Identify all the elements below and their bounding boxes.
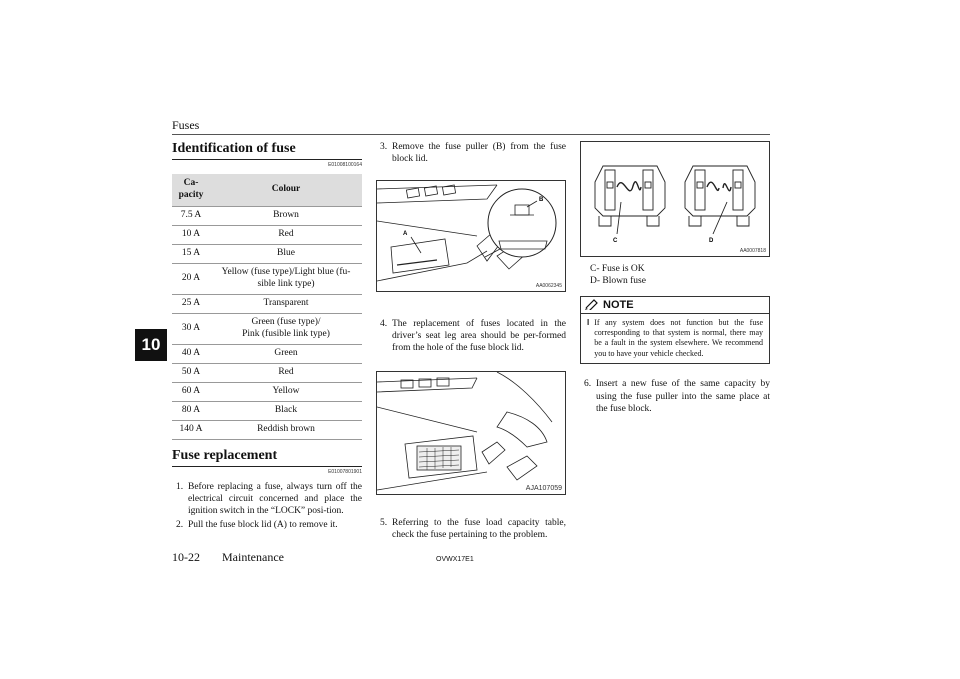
step-3: 3. Remove the fuse puller (B) from the fuse block lid. [380,142,566,165]
capacity-cell: 15 A [172,244,210,263]
header-title: Fuses [172,118,200,132]
capacity-cell: 10 A [172,225,210,244]
step-item: 2. Pull the fuse block lid (A) to remove it. [176,519,338,530]
capacity-cell: 50 A [172,363,210,382]
note-header [581,297,769,314]
section-title-replacement: Fuse replacement [172,448,362,467]
table-row [172,225,362,244]
table-row [172,313,362,344]
capacity-cell: 30 A [172,313,210,344]
document-code: OVWX17E1 [436,556,474,563]
note-title: NOTE [603,298,634,311]
table-row [172,294,362,313]
capacity-cell: 20 A [172,263,210,294]
column-right [580,141,770,416]
caption-d: D- Blown fuse [590,276,646,287]
column-left [172,141,362,532]
capacity-cell: 140 A [172,420,210,439]
page-number: 10-22 [172,550,200,564]
caption-c: C- Fuse is OK [590,264,645,274]
note-text: If any system does not function but the fuse corresponding to that system is normal, there may be a fault in the system elsewhere. We recommend you to have your vehicle checked. [594,317,763,358]
colour-cell: Green (fuse type)/ Pink (fusible link type) [210,313,362,344]
bullet-icon: l [587,317,590,327]
fuse-block-drawing [377,372,566,494]
fuse-block-illustration [376,371,566,495]
capacity-cell: 7.5 A [172,206,210,225]
step-4: 4. The replacement of fuses located in the driver’s seat leg area should be per-formed from the hole of the fuse block lid. [380,318,566,354]
figure-label-b: B [539,196,544,203]
table-row [172,206,362,225]
step-5: 5. Referring to the fuse load capacity table, check the fuse pertaining to the problem. [380,517,566,541]
footer-section: Maintenance [222,550,284,564]
table-row [172,382,362,401]
step-6: 6. Insert a new fuse of the same capacity by using the fuse puller into the same place at the fuse block. [584,379,770,414]
figure-id: AA0062345 [535,282,562,289]
section-title-identification: Identification of fuse [172,141,362,160]
fuse-lid-illustration [376,180,566,292]
capacity-cell: 25 A [172,294,210,313]
table-row [172,401,362,420]
colour-cell: Brown [210,206,362,225]
steps-list [172,481,362,531]
colour-cell: Red [210,225,362,244]
figure-id: AJA107059 [525,484,562,492]
figure-label-a: A [403,230,408,237]
note-body [581,314,769,364]
table-row [172,344,362,363]
note-box [580,296,770,365]
colour-cell: Green [210,344,362,363]
figure-label-c: C [613,238,618,244]
fuse-ok-blown-drawing [581,142,770,256]
table-row [172,363,362,382]
chapter-tab: 10 [135,329,167,361]
column-middle [376,141,566,542]
fuse-lid-drawing [377,181,566,291]
table-row [172,244,362,263]
colour-cell: Yellow [210,382,362,401]
fuse-condition-illustration [580,141,770,257]
table-row [172,420,362,439]
colour-cell: Blue [210,244,362,263]
section-code: E01007801901 [328,468,362,475]
colour-cell: Transparent [210,294,362,313]
col-header-colour: Colour [210,174,362,206]
colour-cell: Reddish brown [210,420,362,439]
figure-id: AA0007818 [739,248,766,254]
colour-cell: Red [210,363,362,382]
col-header-capacity: Ca- pacity [172,174,210,206]
capacity-cell: 40 A [172,344,210,363]
pencil-icon [585,299,599,310]
colour-cell: Yellow (fuse type)/Light blue (fu- sible link type) [210,263,362,294]
header-rule [172,134,770,135]
section-code: E01008100164 [328,162,362,168]
step-item: 1. Before replacing a fuse, always turn off the electrical circuit concerned and place the ignition switch in the “LOCK” posi-tion. [176,481,362,517]
figure-label-d: D [709,238,714,244]
colour-cell: Black [210,401,362,420]
capacity-cell: 80 A [172,401,210,420]
table-row [172,263,362,294]
capacity-cell: 60 A [172,382,210,401]
fuse-table [172,174,362,440]
